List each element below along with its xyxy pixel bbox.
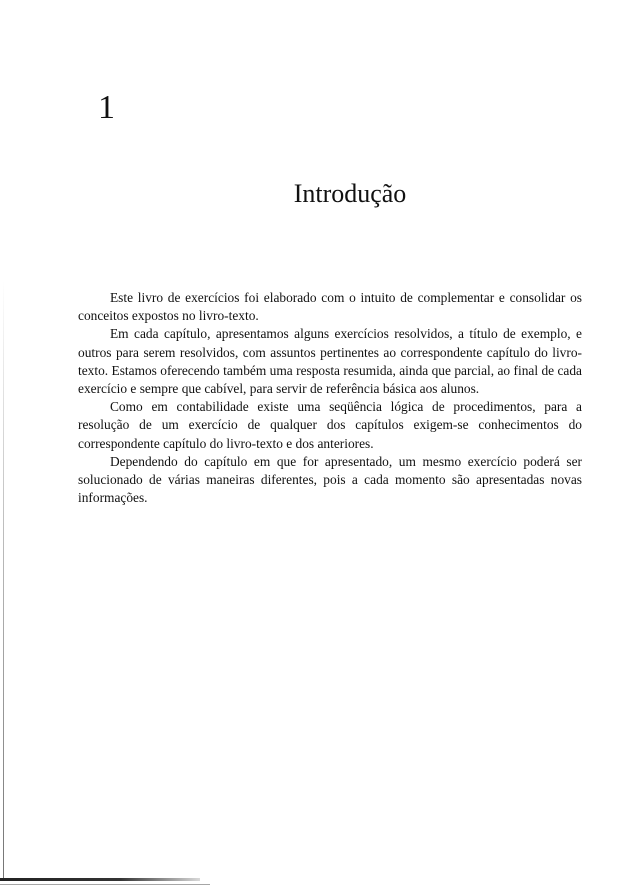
scan-edge-bottom <box>0 878 200 881</box>
paragraph-4: Dependendo do capítulo em que for apresentado, um mesmo exercício poderá ser solucionado de várias maneiras diferentes, pois a cada momento são apresentadas novas informações. <box>78 453 582 506</box>
chapter-body <box>78 289 582 507</box>
scan-edge-bottom-thin <box>0 884 210 885</box>
chapter-number: 1 <box>98 89 115 126</box>
chapter-title: Introdução <box>293 179 407 208</box>
paragraph-1: Este livro de exercícios foi elaborado com o intuito de complementar e consolidar os conceitos expostos no livro-texto. <box>78 290 582 324</box>
paragraph-2: Em cada capítulo, apresentamos alguns exercícios resolvidos, a título de exemplo, e outros para serem resolvidos, com assuntos pertinentes ao correspondente capítulo do livro-texto. Estamos oferecendo também uma resposta resumida, ainda que parcial, ao final de cada exercício e sempre que cabível, para servir de referência básica aos alunos. <box>78 326 582 397</box>
paragraph-3: Como em contabilidade existe uma seqüência lógica de procedimentos, para a resolução de um exercício de qualquer dos capítulos exigem-se conhecimentos do correspondente capítulo do livro-texto e dos anteriores. <box>78 399 582 451</box>
scan-edge-left <box>3 280 4 880</box>
